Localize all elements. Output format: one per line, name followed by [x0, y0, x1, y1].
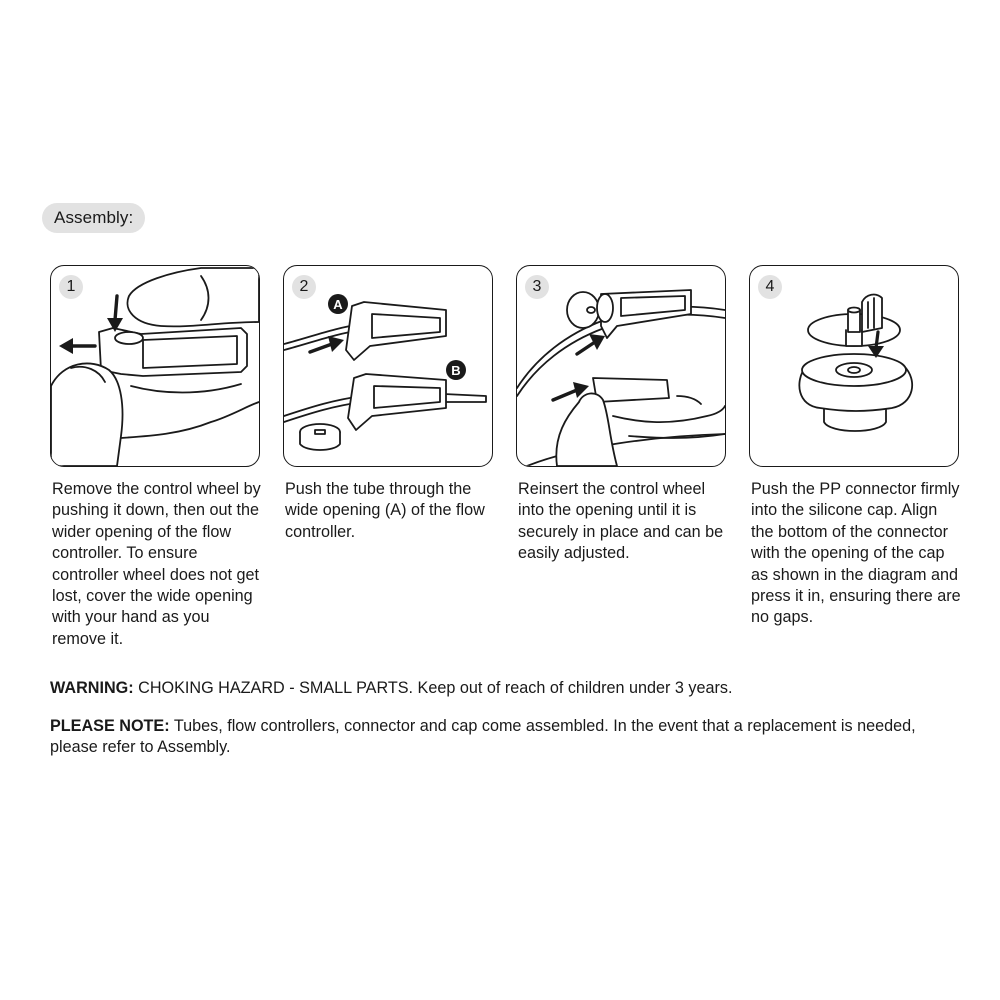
thumb-shape — [127, 268, 259, 326]
step-2 — [283, 265, 495, 543]
arrow-left-icon — [59, 338, 73, 354]
step-4-description: Push the PP connector firmly into the silicone cap. Align the bottom of the connector with the opening of the cap as shown in the diagram and press it in, ensuring there are no gaps. — [751, 480, 961, 627]
step-2-drawing — [284, 266, 492, 466]
step-1 — [50, 265, 262, 650]
step-1-illustration — [50, 265, 260, 467]
step-3-description: Reinsert the control wheel into the opening until it is securely in place and can be easily adjusted. — [518, 480, 724, 563]
step-1-description: Remove the control wheel by pushing it down, then out the wider opening of the flow controller. To ensure controller wheel does not get lost, cover the wide opening with your hand as you remove it. — [52, 480, 261, 648]
section-title-assembly: Assembly: — [42, 203, 145, 233]
step-2-description: Push the tube through the wide opening (A) of the flow controller. — [285, 480, 485, 541]
step-3-illustration — [516, 265, 726, 467]
flow-controller-a-shape — [346, 302, 446, 360]
step-1-drawing — [51, 266, 259, 466]
please-note-text: Tubes, flow controllers, connector and cap come assembled. In the event that a replacement is needed, please refer to Assembly. — [50, 717, 916, 757]
step-3-number-badge: 3 — [525, 275, 549, 299]
control-wheel-shape — [115, 332, 143, 344]
warning-text: CHOKING HAZARD - SMALL PARTS. Keep out of reach of children under 3 years. — [133, 679, 733, 697]
warning-note — [50, 678, 950, 699]
please-note — [50, 716, 950, 759]
step-4-number-badge: 4 — [758, 275, 782, 299]
arrow-right-icon — [328, 336, 344, 352]
step-3 — [516, 265, 728, 565]
please-note-label: PLEASE NOTE: — [50, 717, 170, 735]
step-1-number-badge: 1 — [59, 275, 83, 299]
step-2-illustration — [283, 265, 493, 467]
step-4-drawing — [750, 266, 958, 466]
finger-shape — [51, 363, 123, 466]
step-4-illustration — [749, 265, 959, 467]
arrow-up-right-icon — [589, 334, 605, 350]
step-2-number-badge: 2 — [292, 275, 316, 299]
label-b-text: B — [451, 363, 461, 378]
step-3-drawing — [517, 266, 725, 466]
warning-label: WARNING: — [50, 679, 134, 697]
step-4 — [749, 265, 961, 629]
label-a-text: A — [333, 297, 343, 312]
